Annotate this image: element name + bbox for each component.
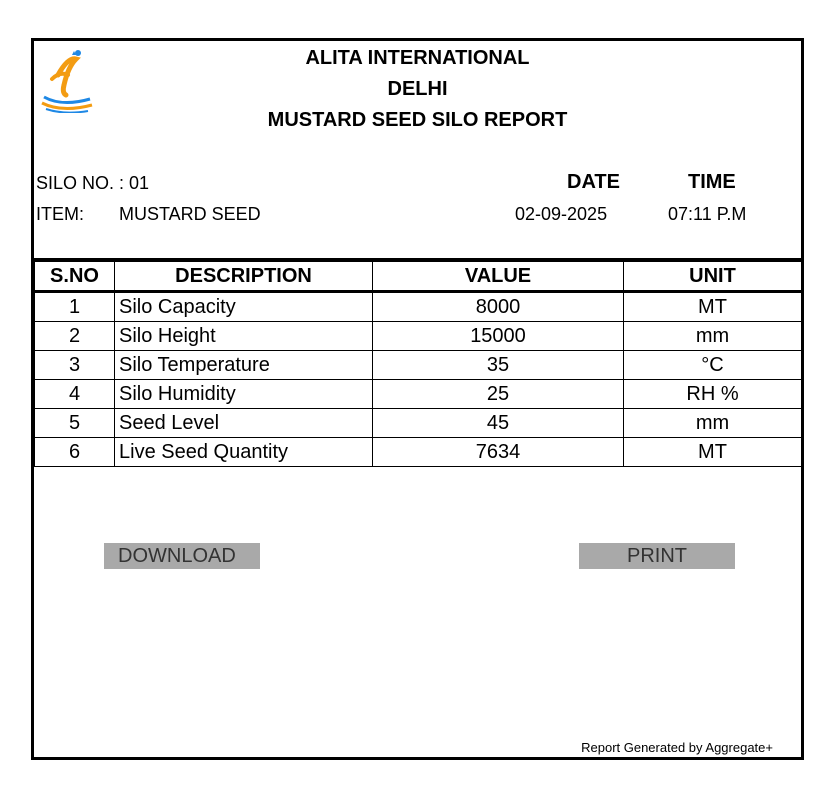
company-name: ALITA INTERNATIONAL <box>305 47 530 69</box>
cell-unit: °C <box>624 351 802 380</box>
cell-unit: MT <box>624 292 802 322</box>
city-name: DELHI <box>387 78 448 100</box>
item-value: MUSTARD SEED <box>119 204 261 224</box>
download-button[interactable]: DOWNLOAD <box>104 543 260 569</box>
column-header-description: DESCRIPTION <box>115 262 373 292</box>
item-label: ITEM: <box>36 204 84 224</box>
cell-value: 8000 <box>373 292 624 322</box>
cell-unit: mm <box>624 322 802 351</box>
cell-value: 25 <box>373 380 624 409</box>
footer-credit: Report Generated by Aggregate+ <box>581 740 773 755</box>
report-title: MUSTARD SEED SILO REPORT <box>267 109 568 131</box>
cell-description: Live Seed Quantity <box>115 438 373 467</box>
column-header-value: VALUE <box>373 262 624 292</box>
table-header-row <box>35 262 802 292</box>
column-header-sno: S.NO <box>35 262 115 292</box>
cell-description: Seed Level <box>115 409 373 438</box>
cell-sno: 3 <box>35 351 115 380</box>
silo-data-table <box>34 261 802 467</box>
table-row <box>35 438 802 467</box>
table-row <box>35 322 802 351</box>
cell-description: Silo Height <box>115 322 373 351</box>
print-button[interactable]: PRINT <box>579 543 735 569</box>
cell-value: 35 <box>373 351 624 380</box>
cell-description: Silo Humidity <box>115 380 373 409</box>
silo-number: SILO NO. : 01 <box>36 173 150 193</box>
report-frame <box>31 38 804 760</box>
time-label: TIME <box>688 171 736 193</box>
table-row <box>35 380 802 409</box>
cell-sno: 2 <box>35 322 115 351</box>
date-value: 02-09-2025 <box>515 204 608 224</box>
cell-description: Silo Capacity <box>115 292 373 322</box>
cell-unit: MT <box>624 438 802 467</box>
table-row <box>35 409 802 438</box>
cell-value: 45 <box>373 409 624 438</box>
cell-value: 7634 <box>373 438 624 467</box>
date-label: DATE <box>567 171 620 193</box>
cell-sno: 5 <box>35 409 115 438</box>
cell-unit: mm <box>624 409 802 438</box>
column-header-unit: UNIT <box>624 262 802 292</box>
time-value: 07:11 P.M <box>668 204 747 224</box>
cell-sno: 6 <box>35 438 115 467</box>
table-row <box>35 292 802 322</box>
table-row <box>35 351 802 380</box>
cell-value: 15000 <box>373 322 624 351</box>
cell-unit: RH % <box>624 380 802 409</box>
cell-sno: 1 <box>35 292 115 322</box>
cell-sno: 4 <box>35 380 115 409</box>
cell-description: Silo Temperature <box>115 351 373 380</box>
